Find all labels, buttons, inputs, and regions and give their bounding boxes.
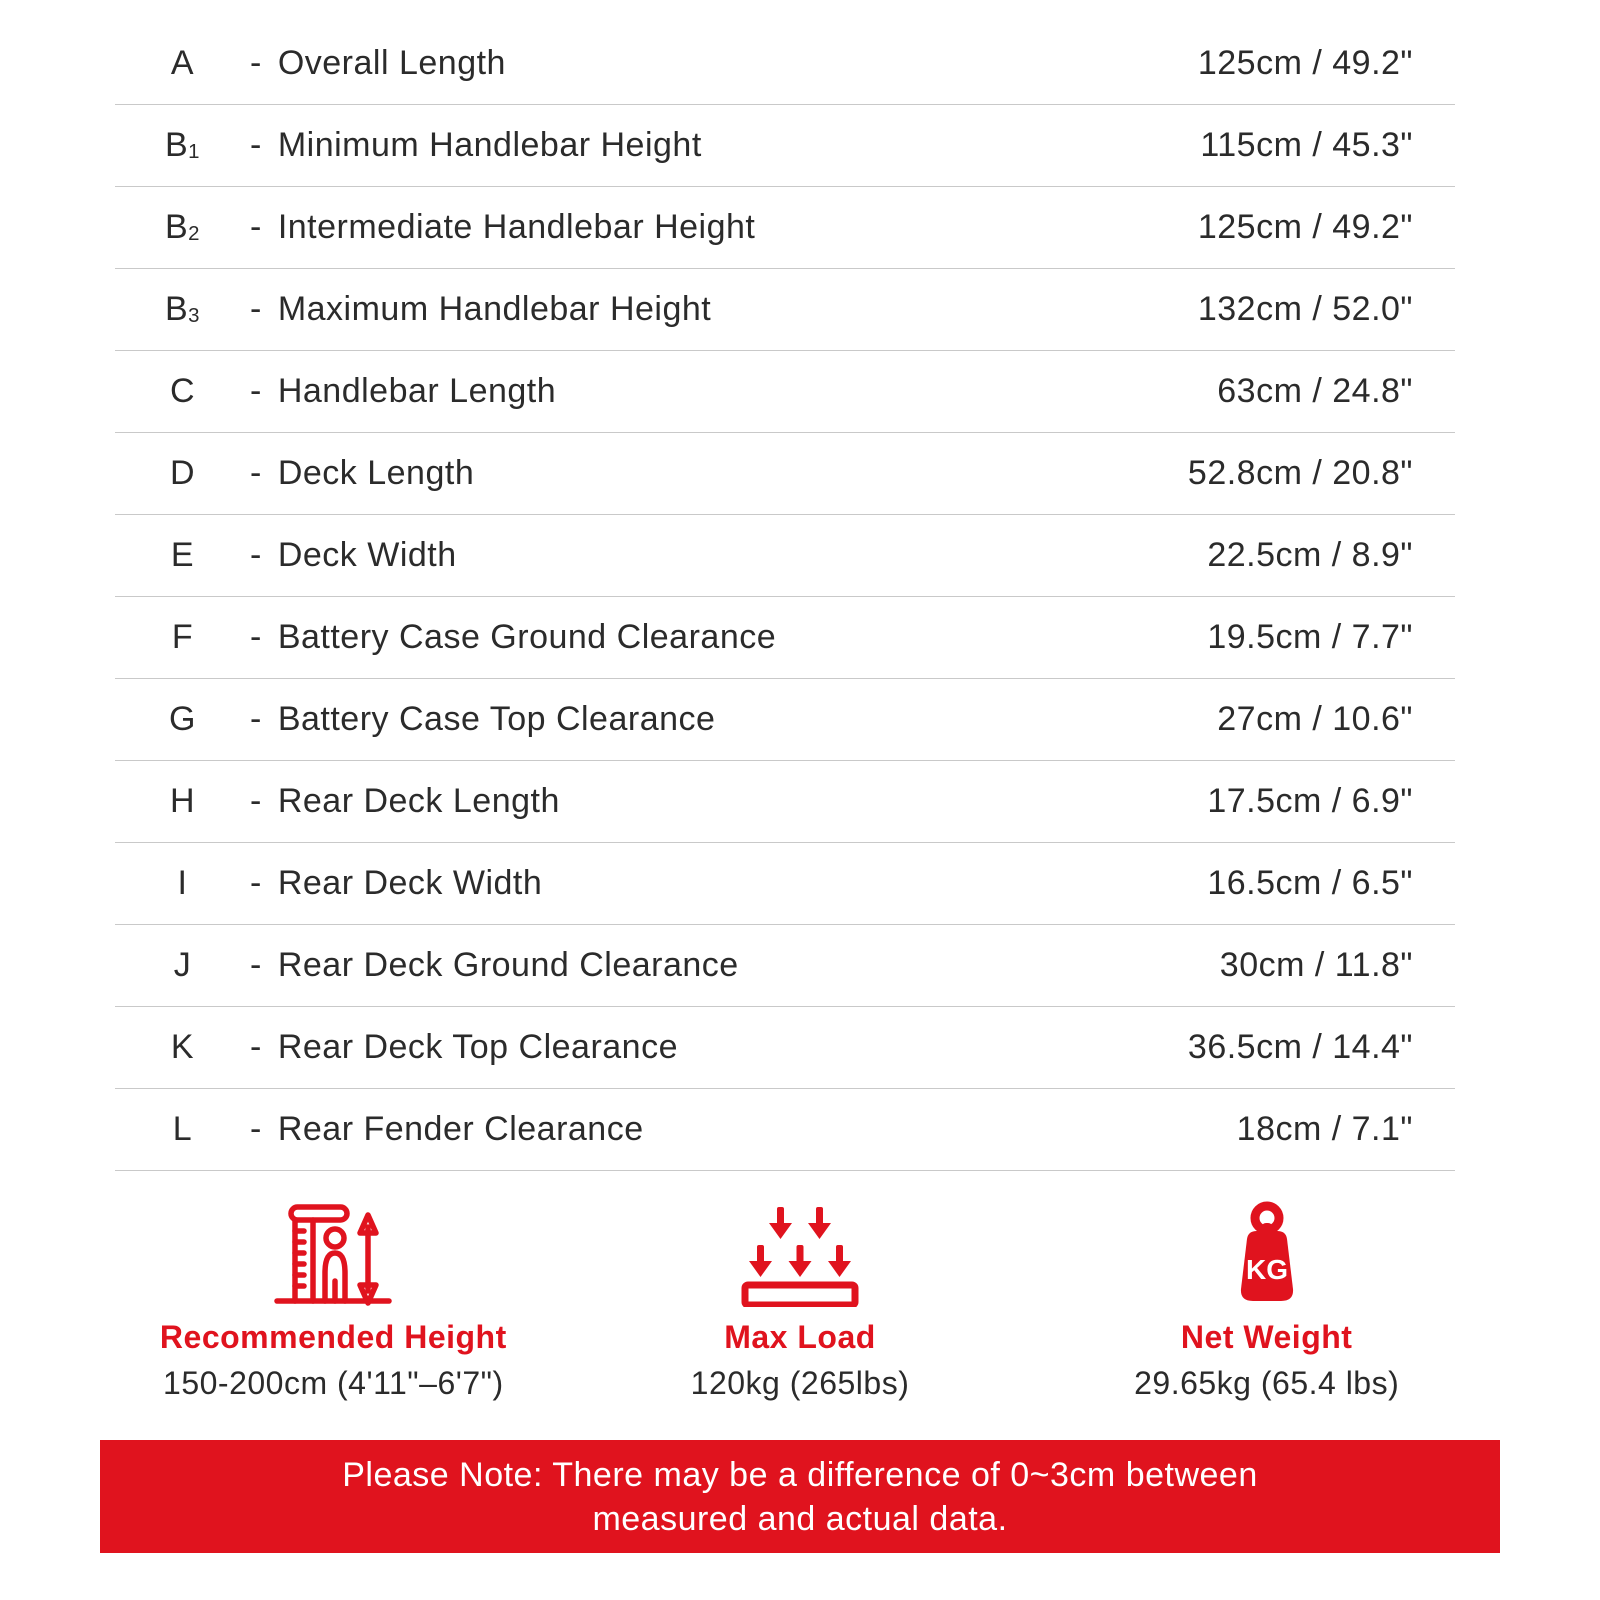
table-row — [115, 187, 1455, 269]
dimension-letter: L — [172, 1110, 193, 1148]
note-banner — [100, 1440, 1500, 1553]
dimension-value: 115cm / 45.3" — [1200, 126, 1413, 164]
recommended-height-value: 150-200cm (4'11"–6'7") — [163, 1365, 504, 1401]
dimension-letter: $B_3$ — [164, 290, 201, 328]
dimension-label: Deck Length — [277, 454, 475, 492]
dash-separator: - — [250, 618, 262, 656]
dash-separator: - — [250, 864, 262, 902]
net-weight-block — [1033, 1195, 1500, 1402]
dimension-letter: K — [170, 1028, 195, 1066]
table-row — [115, 351, 1455, 433]
table-row — [115, 105, 1455, 187]
dimension-label: Rear Fender Clearance — [277, 1110, 644, 1148]
dimension-letter: $B_2$ — [164, 208, 201, 246]
dimension-value: 18cm / 7.1" — [1236, 1110, 1413, 1148]
net-weight-label: Net Weight — [1180, 1319, 1353, 1355]
max-load-icon — [737, 1195, 863, 1307]
dimension-label: Battery Case Ground Clearance — [277, 618, 777, 656]
dimension-value: 22.5cm / 8.9" — [1207, 536, 1413, 574]
table-row — [115, 1007, 1455, 1089]
dimension-value: 63cm / 24.8" — [1217, 372, 1413, 410]
dash-separator: - — [250, 44, 262, 82]
dash-separator: - — [250, 290, 262, 328]
table-row — [115, 761, 1455, 843]
dimension-value: 36.5cm / 14.4" — [1187, 1028, 1413, 1066]
dimension-value: 132cm / 52.0" — [1197, 290, 1413, 328]
max-load-block — [567, 1195, 1034, 1402]
table-row — [115, 1089, 1455, 1171]
dimension-label: Maximum Handlebar Height — [277, 290, 712, 328]
dash-separator: - — [250, 700, 262, 738]
table-row — [115, 925, 1455, 1007]
dash-separator: - — [250, 454, 262, 492]
dash-separator: - — [250, 536, 262, 574]
dash-separator: - — [250, 372, 262, 410]
dimension-label: Deck Width — [277, 536, 457, 574]
dimension-value: 52.8cm / 20.8" — [1187, 454, 1413, 492]
table-row — [115, 679, 1455, 761]
dimension-spec-table — [115, 23, 1455, 1171]
table-row — [115, 515, 1455, 597]
dimension-label: Handlebar Length — [277, 372, 557, 410]
dimension-label: Rear Deck Length — [277, 782, 560, 820]
dimension-letter: $B_1$ — [164, 126, 201, 164]
kg-weight-icon — [1217, 1195, 1317, 1307]
dimension-letter: D — [169, 454, 196, 492]
table-row — [115, 597, 1455, 679]
dash-separator: - — [250, 782, 262, 820]
dimension-value: 17.5cm / 6.9" — [1207, 782, 1413, 820]
dimension-letter: E — [170, 536, 195, 574]
dimension-value: 16.5cm / 6.5" — [1207, 864, 1413, 902]
dimension-value: 27cm / 10.6" — [1217, 700, 1413, 738]
dash-separator: - — [250, 1110, 262, 1148]
height-measure-icon — [271, 1195, 395, 1307]
dimension-letter: A — [170, 44, 195, 82]
dimension-label: Rear Deck Ground Clearance — [277, 946, 739, 984]
dimension-label: Battery Case Top Clearance — [277, 700, 716, 738]
table-row — [115, 269, 1455, 351]
table-row — [115, 23, 1455, 105]
dimension-label: Rear Deck Top Clearance — [277, 1028, 679, 1066]
dash-separator: - — [250, 946, 262, 984]
spec-highlights — [100, 1195, 1500, 1402]
note-line-2: measured and actual data. — [592, 1499, 1008, 1538]
dimension-letter: F — [171, 618, 194, 656]
dash-separator: - — [250, 126, 262, 164]
dimension-label: Minimum Handlebar Height — [277, 126, 702, 164]
dimension-letter: J — [173, 946, 192, 984]
dimension-letter: H — [169, 782, 196, 820]
dimension-letter: G — [169, 700, 196, 738]
net-weight-value: 29.65kg (65.4 lbs) — [1134, 1365, 1400, 1401]
dimension-value: 30cm / 11.8" — [1219, 946, 1413, 984]
dimension-value: 19.5cm / 7.7" — [1207, 618, 1413, 656]
note-line-1: Please Note: There may be a difference of 0~3cm between — [342, 1455, 1258, 1494]
max-load-label: Max Load — [724, 1319, 876, 1355]
dimension-letter: C — [169, 372, 196, 410]
dash-separator: - — [250, 1028, 262, 1066]
dimension-label: Intermediate Handlebar Height — [277, 208, 756, 246]
recommended-height-block — [100, 1195, 567, 1402]
dimension-label: Rear Deck Width — [277, 864, 543, 902]
svg-text:KG: KG — [1245, 1254, 1288, 1285]
dimension-letter: I — [177, 864, 188, 902]
dimension-value: 125cm / 49.2" — [1197, 208, 1413, 246]
dimension-value: 125cm / 49.2" — [1197, 44, 1413, 82]
recommended-height-label: Recommended Height — [159, 1319, 507, 1355]
dimension-label: Overall Length — [277, 44, 506, 82]
max-load-value: 120kg (265lbs) — [690, 1365, 910, 1401]
table-row — [115, 843, 1455, 925]
table-row — [115, 433, 1455, 515]
dash-separator: - — [250, 208, 262, 246]
